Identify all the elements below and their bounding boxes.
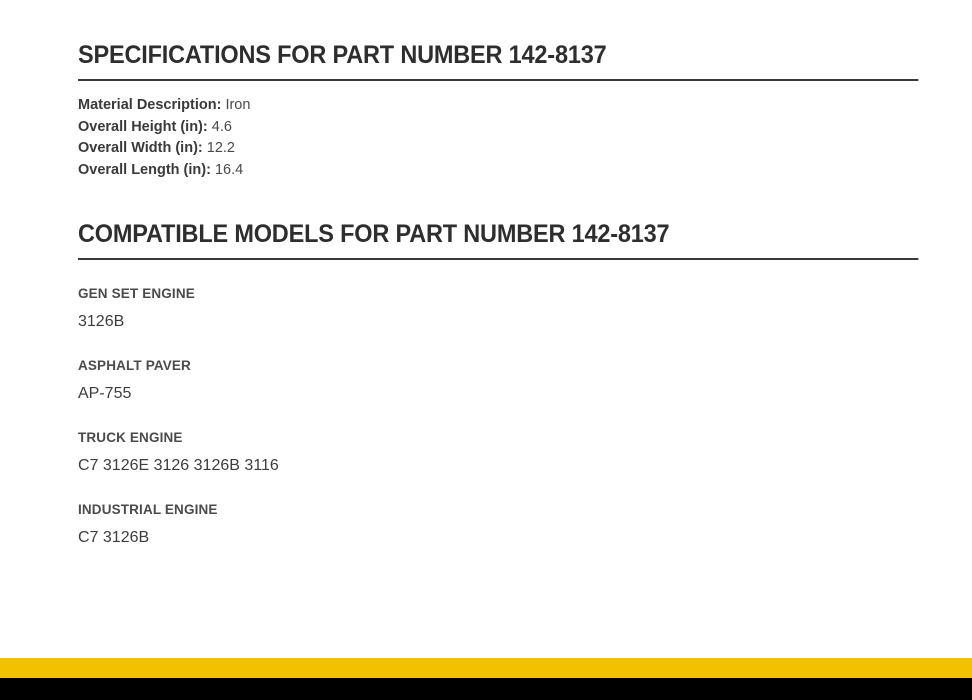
spec-value: 12.2 <box>206 140 235 156</box>
spec-label: Overall Width (in): <box>78 140 203 156</box>
compatible-models-section <box>78 220 972 548</box>
model-values: C7 3126E 3126 3126B 3116 <box>78 457 279 474</box>
footer-bar <box>0 658 972 700</box>
model-category-label: ASPHALT PAVER <box>78 358 191 373</box>
spec-value: Iron <box>225 97 251 113</box>
spec-label: Overall Height (in): <box>78 118 208 135</box>
model-values: AP-755 <box>78 385 132 402</box>
spec-value: 4.6 <box>211 118 232 135</box>
model-group <box>78 358 972 404</box>
footer-black-stripe <box>0 678 972 700</box>
model-values: 3126B <box>78 313 125 330</box>
model-category-label: INDUSTRIAL ENGINE <box>78 502 218 517</box>
spec-value: 16.4 <box>214 161 244 178</box>
model-group <box>78 502 972 548</box>
spec-row <box>78 117 972 139</box>
spec-label: Overall Length (in): <box>78 161 211 178</box>
compatible-models-heading: COMPATIBLE MODELS FOR PART NUMBER 142-8137 <box>78 220 918 260</box>
spec-row <box>78 160 972 182</box>
spec-label: Material Description: <box>78 97 222 113</box>
model-category-label: GEN SET ENGINE <box>78 286 195 301</box>
model-values: C7 3126B <box>78 529 150 546</box>
specifications-section <box>78 41 972 181</box>
model-group <box>78 430 972 476</box>
model-group <box>78 286 972 332</box>
spec-row <box>78 95 972 117</box>
model-category-label: TRUCK ENGINE <box>78 430 183 445</box>
compatible-models-list <box>78 286 972 548</box>
specifications-heading: SPECIFICATIONS FOR PART NUMBER 142-8137 <box>78 41 918 81</box>
specifications-list <box>78 95 972 181</box>
footer-accent-stripe <box>0 658 972 678</box>
spec-row <box>78 138 972 160</box>
